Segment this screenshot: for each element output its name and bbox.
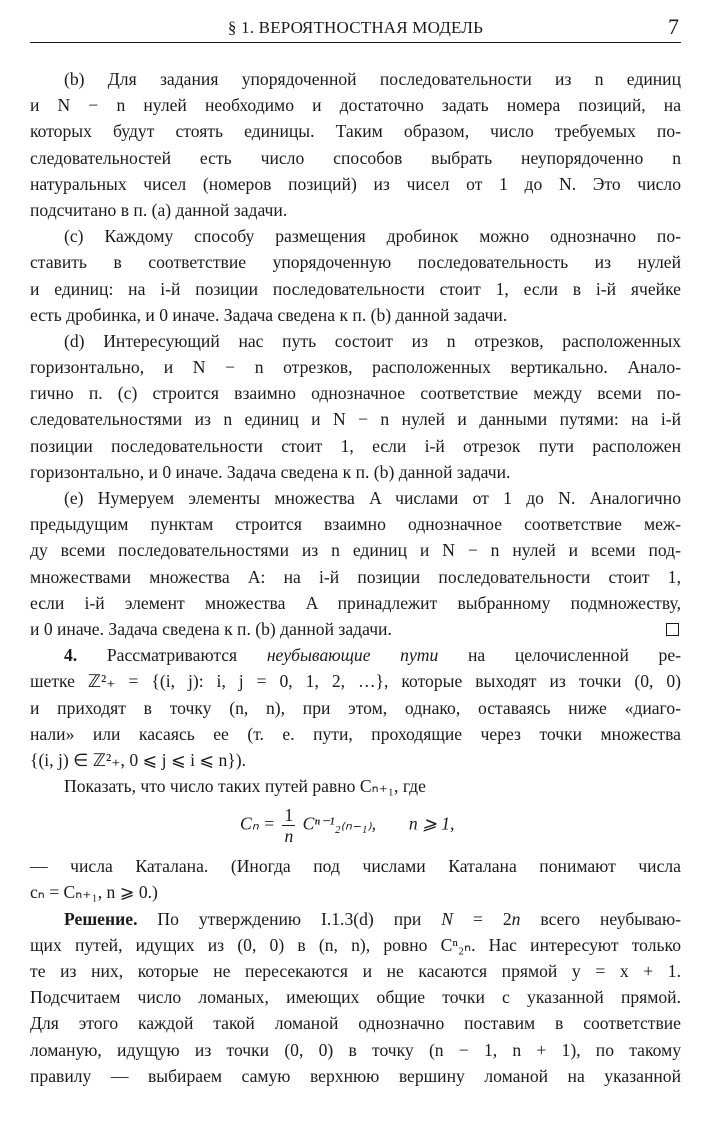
page-body <box>30 66 681 1089</box>
text-line: Показать, что число таких путей равно Cₙ₊₁, где <box>64 776 426 797</box>
qed-symbol <box>666 623 679 636</box>
text-line: Для этого каждой такой ломаной однозначно поставим в соответствие <box>30 1013 681 1034</box>
text-line <box>30 642 681 668</box>
text-line: и N − n нулей необходимо и достаточно задать номера позиций, на <box>30 95 681 116</box>
fraction-numerator: 1 <box>284 805 294 826</box>
text-line: подсчитано в п. (a) данной задачи. <box>30 199 288 220</box>
text-line: cₙ = Cₙ₊₁, n ⩾ 0.) <box>30 882 158 903</box>
formula-condition: n ⩾ 1, <box>408 813 455 834</box>
text-line: нали» или касаясь ее (т. е. пути, проходящие через точки множества <box>30 723 681 744</box>
text-line: предыдущим пунктам строится взаимно однозначное соответствие меж- <box>30 514 681 535</box>
text-line: если i-й элемент множества A принадлежит выбранному подмножеству, <box>30 592 681 613</box>
solution-label: Решение. <box>64 908 138 929</box>
text-line: следовательностями из n единиц и N − n нулей и данными путями: на i-й <box>30 409 681 430</box>
page-number: 7 <box>668 14 679 39</box>
text-line: ломаную, идущую из точки (0, 0) в точку (n − 1, n + 1), по такому <box>30 1039 681 1060</box>
text-line: щих путей, идущих из (0, 0) в (n, n), ровно Cⁿ₂ₙ. Нас интересуют только <box>30 934 681 955</box>
text-line: и единиц: на i-й позиции последовательности стоит 1, если в i-й ячейке <box>30 278 681 299</box>
formula-fraction <box>282 805 295 846</box>
text-fragment: Рассматриваются неубывающие пути на целочисленной ре- <box>106 645 681 666</box>
text-line: шетке ℤ²₊ = {(i, j): i, j = 0, 1, 2, …}, которые выходят из точки (0, 0) <box>30 671 681 692</box>
section-title: § 1. ВЕРОЯТНОСТНАЯ МОДЕЛЬ <box>227 18 484 37</box>
text-line: правилу — выбираем самую верхнюю вершину ломаной на указанной <box>30 1065 681 1086</box>
text-line: {(i, j) ∈ ℤ²₊, 0 ⩽ j ⩽ i ⩽ n}). <box>30 749 247 770</box>
text-line: (d) Интересующий нас путь состоит из n отрезков, расположенных <box>64 330 681 351</box>
text-line: есть дробинка, и 0 иначе. Задача сведена к п. (b) данной задачи. <box>30 304 508 325</box>
text-line: гично п. (c) строится взаимно однозначное соответствие между всеми по- <box>30 383 681 404</box>
text-line: которых будут стоять единицы. Таким образом, число требуемых по- <box>30 121 681 142</box>
text-line: те из них, которые не пересекаются и не касаются прямой y = x + 1. <box>30 961 681 981</box>
formula-expression <box>240 805 454 846</box>
header-rule <box>30 42 681 43</box>
formula-lhs: Cₙ = <box>240 813 276 834</box>
text-line-with-qed <box>30 616 681 642</box>
text-line: ду всеми последовательностями из n единиц и N − n нулей и всеми под- <box>30 540 681 561</box>
text-fragment: По утверждению I.1.3(d) при N = 2n всего неубываю- <box>157 908 681 929</box>
text-line <box>30 906 681 932</box>
running-header <box>30 14 681 42</box>
text-line: и приходят в точку (n, n), при этом, однако, оставаясь ниже «диаго- <box>30 697 681 718</box>
text-line: (e) Нумеруем элементы множества A числами от 1 до N. Аналогично <box>64 488 681 508</box>
problem-number: 4. <box>64 645 78 666</box>
text-line: — числа Каталана. (Иногда под числами Каталана понимают числа <box>30 856 681 877</box>
catalan-formula <box>30 799 681 853</box>
text-line: горизонтально, и 0 иначе. Задача сведена к п. (b) данной задачи. <box>30 461 511 482</box>
text-line: (c) Каждому способу размещения дробинок можно однозначно по- <box>64 226 681 247</box>
formula-rhs: Cⁿ⁻¹₂₍ₙ₋₁₎, <box>302 813 377 834</box>
text-line: Подсчитаем число ломаных, имеющих общие точки с указанной прямой. <box>30 987 681 1008</box>
text-line: (b) Для задания упорядоченной последовательности из n единиц <box>64 69 681 89</box>
text-line: натуральных чисел (номеров позиций) из чисел от 1 до N. Это число <box>30 173 681 194</box>
text-line: позиции последовательности стоит 1, если i-й отрезок пути расположен <box>30 435 681 456</box>
text-line: следовательностей есть число способов выбрать неупорядоченно n <box>30 147 681 168</box>
text-line: множествами множества A: на i-й позиции последовательности стоит 1, <box>30 566 681 587</box>
fraction-denominator: n <box>284 826 294 847</box>
text-line: горизонтально, и N − n отрезков, расположенных вертикально. Анало- <box>30 357 681 378</box>
text-line: ставить в соответствие упорядоченную последовательность из нулей <box>30 252 681 273</box>
text-line: и 0 иначе. Задача сведена к п. (b) данной задачи. <box>30 618 392 639</box>
